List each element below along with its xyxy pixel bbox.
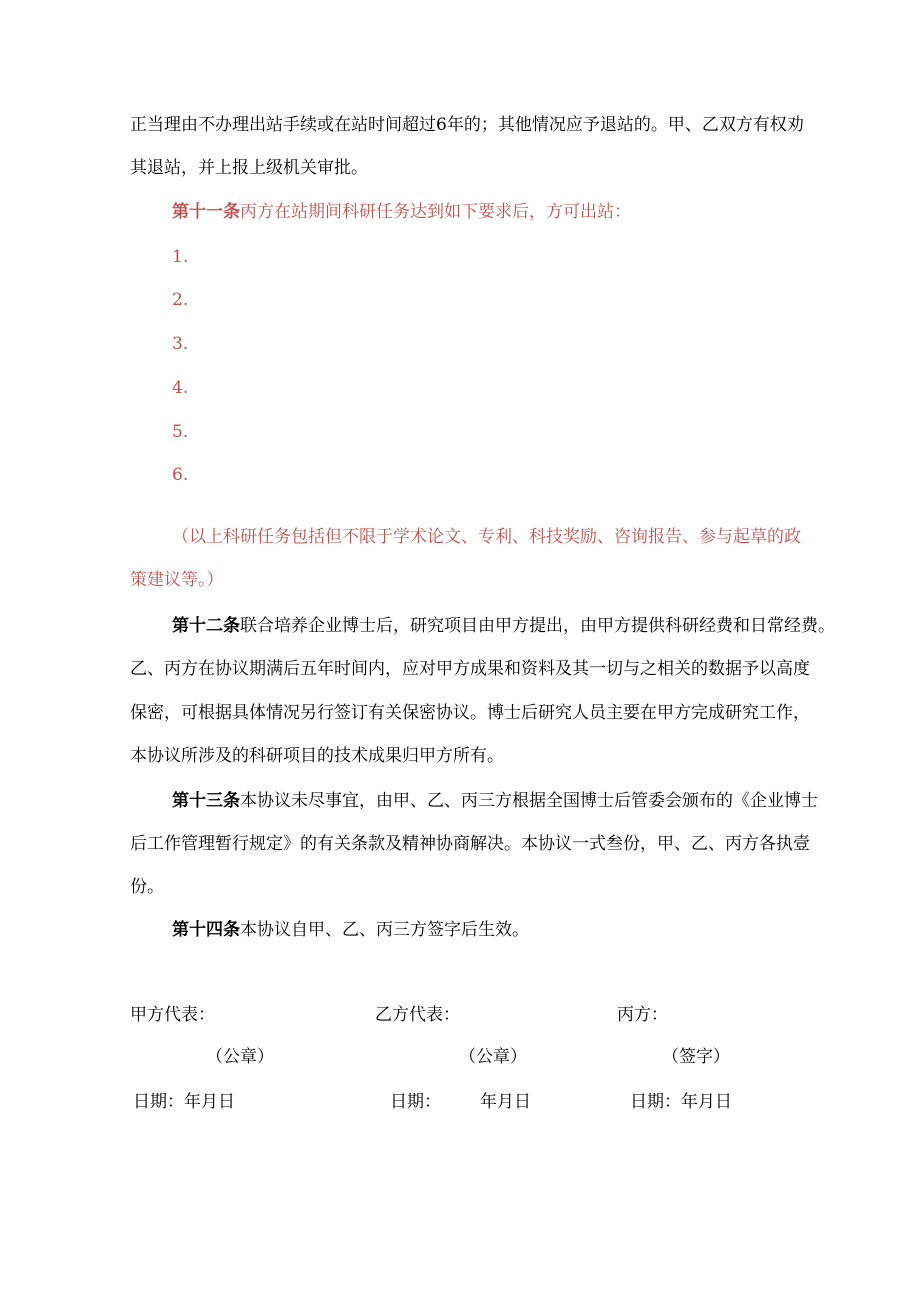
- party-b-date-label: 日期：: [390, 1092, 441, 1112]
- party-c-role: 丙方：: [617, 1005, 668, 1025]
- article-14-label: 第十四条: [172, 920, 240, 940]
- article-11-item: 2.: [172, 290, 189, 310]
- party-b-seal: （公章）: [459, 1047, 527, 1067]
- article-11-item: 5.: [172, 422, 189, 442]
- article-11-label: 第十一条: [172, 202, 240, 222]
- article-11-note-line: （以上科研任务包括但不限于学术论文、专利、科技奖励、咨询报告、参与起草的政: [172, 527, 801, 547]
- party-a-role: 甲方代表：: [130, 1005, 215, 1025]
- article-13-label: 第十三条: [172, 791, 240, 811]
- article-12-line: 乙、丙方在协议期满后五年时间内，应对甲方成果和资料及其一切与之相关的数据予以高度: [130, 659, 810, 679]
- article-11-note-line: 策建议等。）: [130, 570, 224, 590]
- article-12-label: 第十二条: [172, 616, 240, 636]
- article-14-first-line: [172, 920, 529, 940]
- article-12-line: 本协议所涉及的科研项目的技术成果归甲方所有。: [130, 746, 504, 766]
- article-11-item: 1.: [172, 247, 189, 267]
- party-a-seal: （公章）: [206, 1047, 274, 1067]
- party-c-date: 日期：年月日: [630, 1092, 732, 1112]
- article-12-line: 保密，可根据具体情况另行签订有关保密协议。博士后研究人员主要在甲方完成研究工作，: [130, 703, 810, 723]
- article-13-line: 份。: [130, 877, 164, 897]
- continuation-line: 其退站，并上报上级机关审批。: [130, 158, 368, 178]
- article-11-text: 丙方在站期间科研任务达到如下要求后，方可出站：: [240, 202, 631, 222]
- continuation-line: 正当理由不办理出站手续或在站时间超过6年的；其他情况应予退站的。甲、乙双方有权劝: [130, 115, 804, 135]
- party-b-role: 乙方代表：: [375, 1005, 460, 1025]
- article-11-item: 3.: [172, 334, 189, 354]
- article-13-text: 本协议未尽事宜，由甲、乙、丙三方根据全国博士后管委会颁布的《企业博士: [240, 791, 818, 811]
- article-11-item: 4.: [172, 378, 189, 398]
- article-12-text: 联合培养企业博士后，研究项目由甲方提出，由甲方提供科研经费和日常经费。: [240, 616, 835, 636]
- party-c-signature: （签字）: [662, 1047, 730, 1067]
- article-13-first-line: [172, 791, 818, 811]
- article-11-item: 6.: [172, 465, 189, 485]
- article-12-first-line: [172, 616, 835, 636]
- party-b-date-value: 年月日: [480, 1092, 531, 1112]
- article-11-heading: [172, 202, 631, 222]
- article-14-text: 本协议自甲、乙、丙三方签字后生效。: [240, 920, 529, 940]
- party-a-date: 日期：年月日: [133, 1092, 235, 1112]
- article-13-line: 后工作管理暂行规定》的有关条款及精神协商解决。本协议一式叁份，甲、乙、丙方各执壹: [130, 834, 810, 854]
